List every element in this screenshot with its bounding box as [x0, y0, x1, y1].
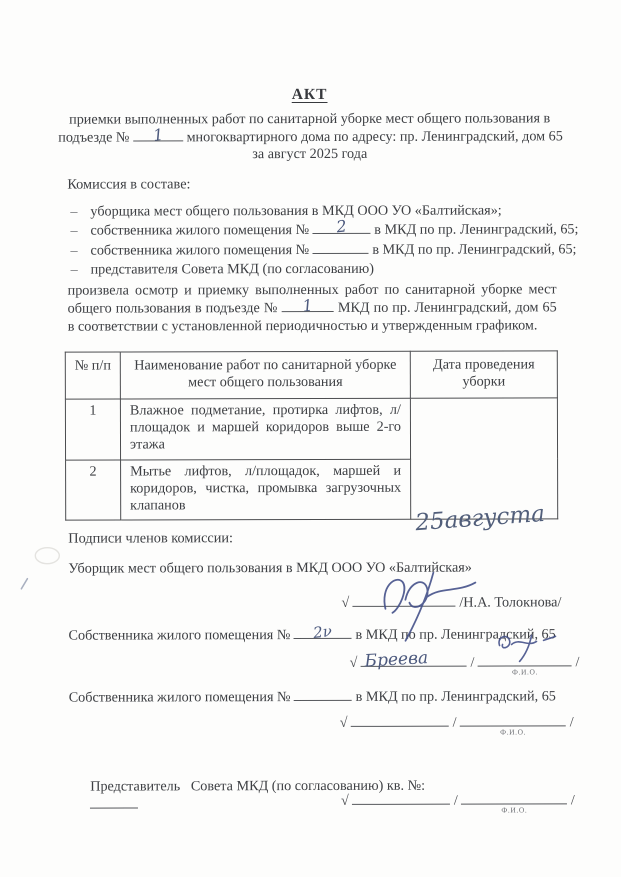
list-item-text: представителя Совета МКД (по согласованию) [90, 260, 375, 278]
paragraph-pre: произвела осмотр и приемку выполненных работ по санитарной уборке мест общего пользования в подъезде № [67, 281, 557, 318]
list-item-pre: собственника жилого помещения № [90, 222, 310, 239]
intro-block [58, 110, 561, 164]
cleaning-date-handwritten: 25августа [414, 501, 546, 537]
list-item [70, 216, 579, 242]
col-header-date: Дата проведения уборки [410, 351, 557, 398]
check-mark: √ [339, 714, 348, 731]
cleaner-name: /Н.А. Толокнова/ [459, 594, 562, 611]
signature-row-owner1 [349, 648, 580, 677]
fio-label: Ф.И.О. [511, 667, 538, 677]
list-dash: – [70, 261, 78, 278]
intro-line-1: приемки выполненных работ по санитарной уборке мест общего пользования в [69, 110, 551, 128]
entrance-number-blank-2 [282, 295, 334, 316]
row-number: 2 [66, 460, 121, 521]
apartment-number-handwritten: 2 [335, 216, 348, 237]
apartment-number-blank-empty [313, 240, 369, 253]
owner1-name-handwritten: Бреева [364, 648, 429, 672]
owner2-line [69, 687, 556, 706]
slash: / [570, 792, 575, 809]
signatures-heading: Подписи членов комиссии: [68, 530, 234, 547]
check-mark: √ [340, 792, 349, 809]
representative-apartment-blank [90, 795, 138, 808]
page-title-text: АКТ [291, 85, 328, 104]
fio-label: Ф.И.О. [501, 805, 528, 815]
slash: / [453, 792, 458, 809]
col-header-work-name: Наименование работ по санитарной уборке мест общего пользования [120, 351, 410, 399]
col-header-number: № п/п [65, 352, 120, 399]
entrance-number-handwritten-2: 1 [301, 295, 314, 316]
list-item-text [90, 216, 579, 242]
table-header-row [65, 351, 557, 399]
slash: / [575, 654, 580, 671]
cleaner-signature-blank [353, 593, 456, 607]
stray-smudge-ring [32, 545, 62, 567]
commission-list [70, 201, 579, 279]
entrance-number-handwritten: 1 [151, 124, 165, 145]
signature-row-owner2 [339, 712, 574, 737]
date-cell [410, 398, 557, 537]
check-mark: √ [341, 594, 350, 611]
commission-heading: Комиссия в составе: [67, 176, 191, 193]
owner1-post: в МКД по пр. Ленинградский, 65 [355, 626, 556, 643]
owner2-apartment-blank [294, 688, 352, 701]
intro-line-3: за август 2025 года [252, 146, 368, 163]
owner2-post: в МКД по пр. Ленинградский, 65 [355, 688, 556, 705]
owner1-name-blank [361, 648, 467, 672]
slash: / [470, 654, 475, 671]
owner1-apartment-handwritten: 2ν [312, 622, 334, 642]
slash: / [452, 714, 457, 731]
intro-line-2 [58, 124, 563, 148]
check-mark: √ [349, 654, 358, 671]
row-work-description: Мытье лифтов, л/площадок, маршей и коридоров, чистка, промывка загрузочных клапанов [121, 459, 411, 520]
fio-label: Ф.И.О. [500, 727, 527, 737]
owner2-name-blank [351, 713, 449, 727]
works-table [65, 350, 558, 537]
list-item [70, 240, 577, 261]
list-item-text: уборщика мест общего пользования в МКД ООО УО «Балтийская»; [90, 202, 502, 220]
owner1-apartment-blank [294, 622, 352, 642]
signature-row-representative [340, 790, 575, 815]
owner1-line [68, 622, 556, 644]
list-dash: – [70, 242, 78, 259]
entrance-number-blank [133, 124, 183, 145]
page-title [0, 85, 620, 105]
cleaner-title-line: Уборщик мест общего пользования в МКД ООО УО «Балтийская» [68, 559, 472, 577]
row-number: 1 [65, 399, 120, 460]
list-dash: – [70, 203, 78, 220]
list-item [71, 259, 563, 280]
stray-pen-mark [18, 575, 34, 593]
representative-name-blank [352, 791, 450, 805]
list-item-post: в МКД по пр. Ленинградский, 65; [374, 221, 579, 239]
signature-row-cleaner [341, 592, 561, 612]
apartment-number-blank [313, 216, 371, 237]
list-item-pre: собственника жилого помещения № [90, 241, 310, 259]
list-item-post: в МКД по пр. Ленинградский, 65; [372, 240, 577, 258]
owner1-pre: Собственника жилого помещения № [68, 627, 291, 644]
slash: / [569, 714, 574, 731]
representative-signature-blank [461, 790, 567, 815]
list-dash: – [70, 222, 78, 239]
intro-line2-post: многоквартирного дома по адресу: пр. Ленинградский, дом 65 [186, 128, 563, 146]
paragraph-post: МКД по пр. Ленинградский, дом 65 в соответствии с установленной периодичностью и утвержденным графиком. [67, 299, 557, 335]
intro-line2-pre: подъезде № [58, 129, 130, 146]
representative-pre: Представитель Совета МКД (по согласованию) кв. №: [90, 777, 426, 795]
table-row [65, 398, 557, 460]
inspection-paragraph [68, 281, 557, 335]
owner2-signature-blank [460, 712, 566, 737]
row-work-description: Влажное подметание, протирка лифтов, л/площадок и маршей коридоров выше 2-го этажа [120, 398, 410, 459]
owner1-signature-blank [478, 652, 572, 677]
owner2-pre: Собственника жилого помещения № [68, 689, 291, 706]
list-item-text [90, 240, 576, 261]
